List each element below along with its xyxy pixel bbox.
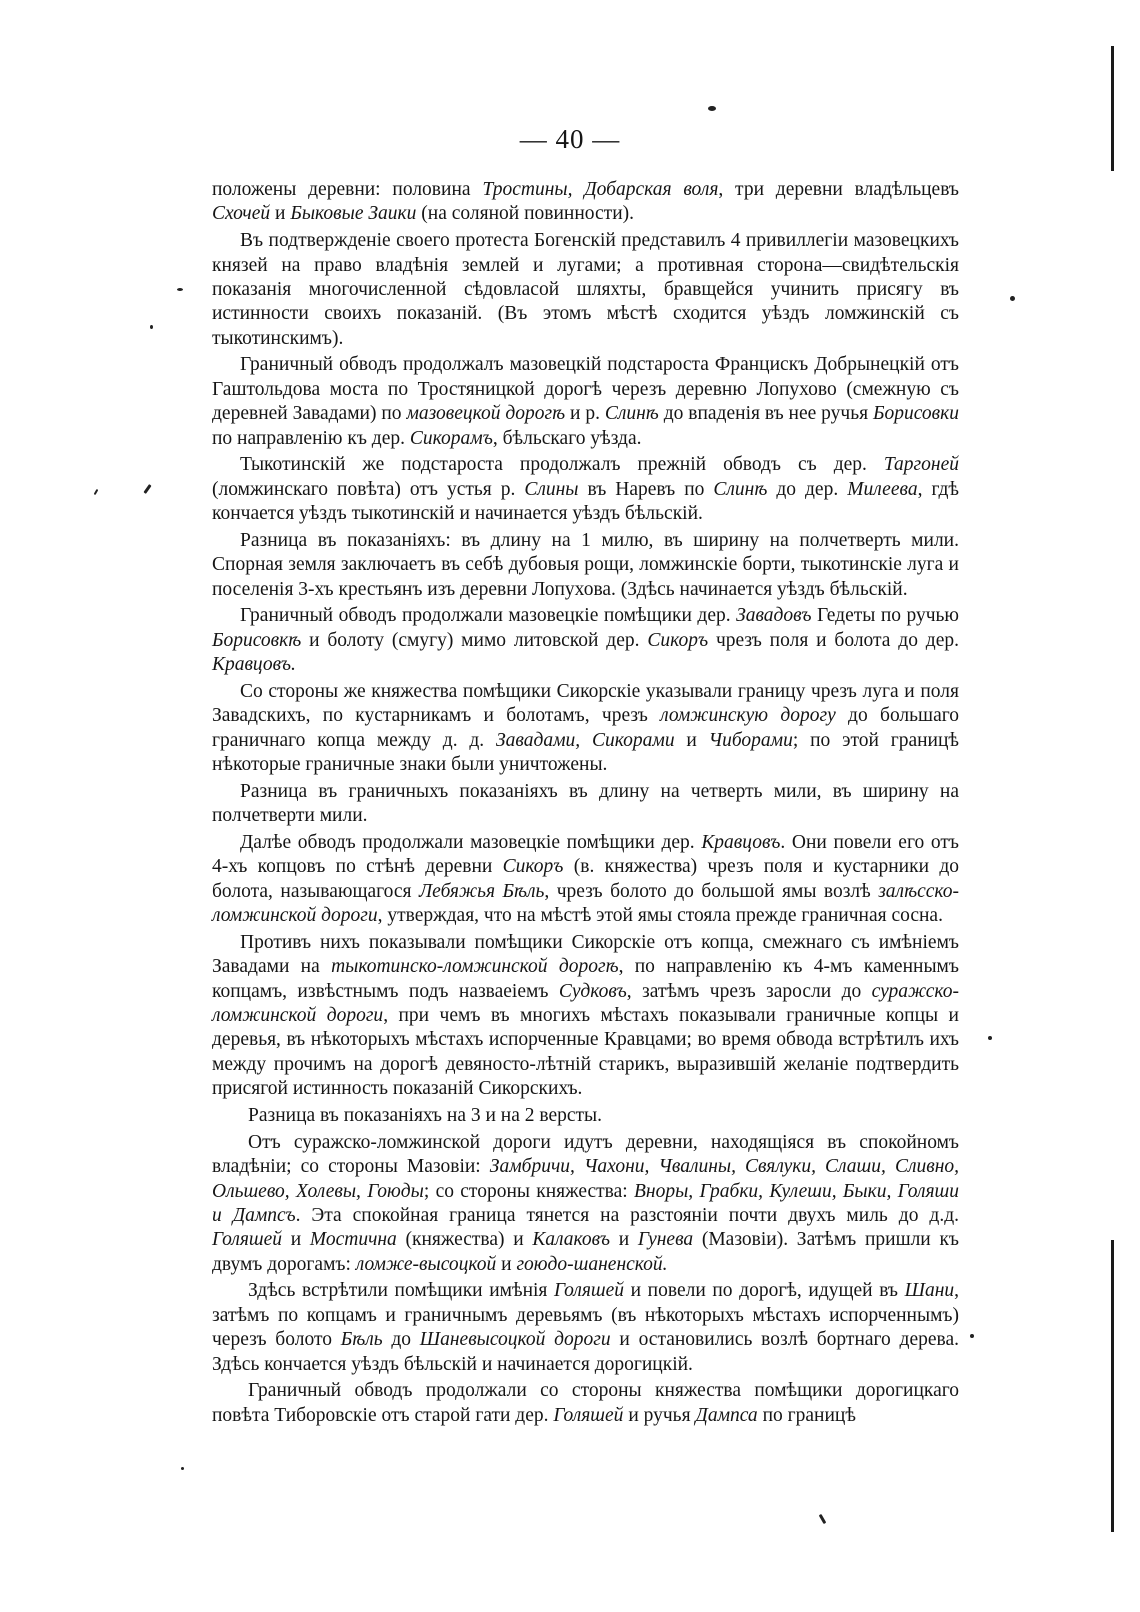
italic-term: Кравцовъ xyxy=(701,831,781,853)
text-run: , утверждая, что на мѣстѣ этой ямы стояла прежде граничная сосна. xyxy=(377,905,943,927)
text-run: , три деревни владѣльцевъ xyxy=(718,179,960,200)
text-run: Граничный обводъ продолжали мазовецкіе помѣщики дер. xyxy=(240,605,737,627)
italic-term: Чиборами xyxy=(708,729,793,751)
text-run: до дер. xyxy=(767,478,848,500)
text-run: и ручья xyxy=(623,1404,696,1426)
text-run: , при чемъ въ многихъ мѣстахъ показывали граничные копцы и деревья, въ нѣкоторыхъ мѣстахъ испорченные Кравцами; во время обвода встрѣтилъ ихъ между прочимъ на дорогѣ девяносто-лѣтній старикъ, выразившій желаніе подтвердить присягой истинность показаній Сикорскихъ. xyxy=(212,1005,959,1100)
text-run: . Эта спокойная граница тянется на разстояніи почти двухъ миль до д.д. xyxy=(295,1204,959,1226)
italic-term: суражско-ломжинской дороги xyxy=(212,980,959,1027)
scan-speck xyxy=(143,484,151,494)
text-run: и повели по дорогѣ, идущей въ xyxy=(624,1280,905,1302)
italic-term: мазовецкой дорогѣ xyxy=(406,403,566,425)
text-run: до большаго граничнаго копца между д. д. xyxy=(212,705,959,751)
text-run: и xyxy=(674,729,709,751)
text-run: до впаденія въ нее ручья xyxy=(658,403,873,425)
text-run: (княжества) и xyxy=(396,1229,533,1251)
scan-speck xyxy=(988,1036,992,1040)
text-run: , по направленію къ 4-мъ каменнымъ копцамъ, извѣстнымъ подъ назваеіемъ xyxy=(212,956,959,1002)
text-run: и xyxy=(496,1253,517,1275)
italic-term: Быковые Заики xyxy=(290,203,417,225)
italic-term: Милеева xyxy=(847,478,918,500)
italic-term: Борисовки xyxy=(872,403,959,425)
text-run: ; по этой границѣ нѣкоторые граничные знаки были уничтожены. xyxy=(212,729,960,776)
text-run: Граничный обводъ продолжалъ мазовецкій подстароста Францискъ Добрынецкій отъ Гаштольдова моста по Тростяницкой дорогѣ черезъ деревню Лопухово (смежную съ деревней Завадами) по xyxy=(212,354,959,425)
text-body xyxy=(212,178,959,1430)
italic-term: Шаневысоцкой дороги xyxy=(419,1329,611,1351)
text-run: , бѣльскаго уѣзда. xyxy=(492,427,642,449)
scan-speck xyxy=(1010,296,1015,301)
text-run: Разница въ показаніяхъ: въ длину на 1 милю, въ ширину на полчетверть мили. Спорная земля заключаетъ въ себѣ дубовыя рощи, ломжинскіе борти, тыкотинскіе луга и поселенія 3-хъ крестьянъ изъ деревни Лопухова. (Здѣсь начинается уѣздъ бѣльскій. xyxy=(212,529,959,600)
text-run: , затѣмъ чрезъ заросли до xyxy=(626,980,872,1002)
text-run: и xyxy=(610,1229,638,1251)
text-run: Тыкотинскій же подстароста продолжалъ прежній обводъ съ дер. xyxy=(240,454,884,476)
text-run: и остановились возлѣ бортнаго дерева. Здѣсь кончается уѣздъ бѣльскій и начинается дорогицкій. xyxy=(212,1329,960,1375)
text-run: въ Наревъ по xyxy=(578,478,714,500)
scan-edge-line xyxy=(1111,46,1114,171)
italic-term: Лебяжья Бѣль xyxy=(418,880,545,902)
text-run: (Мазовіи). Затѣмъ пришли къ двумъ дорогамъ: xyxy=(212,1229,959,1275)
italic-term: Голяшей xyxy=(553,1404,624,1426)
text-run: Разница въ граничныхъ показаніяхъ въ длину на четверть мили, въ ширину на полчетверти мили. xyxy=(212,780,959,827)
paragraph xyxy=(212,229,959,351)
paragraph xyxy=(212,178,959,227)
italic-term: Сикоръ xyxy=(647,629,709,651)
paragraph xyxy=(212,453,959,526)
text-run: Разница въ показаніяхъ на 3 и на 2 версты. xyxy=(248,1105,603,1126)
italic-term: Завадовъ xyxy=(736,605,812,627)
italic-term: Замбричи, Чахони, Чвалины, Свялуки, Слаши, Сливно, Ольшево, Холевы, Гоюды xyxy=(212,1156,959,1202)
text-run: до xyxy=(382,1329,420,1351)
italic-term: ломжинскую дорогу xyxy=(660,705,836,727)
scan-edge-line-lower xyxy=(1111,1240,1114,1532)
page-number: — 40 — xyxy=(519,124,621,154)
italic-term: Дампса xyxy=(695,1404,758,1426)
italic-term: Шани xyxy=(904,1280,955,1302)
text-run: и xyxy=(270,203,291,225)
italic-term: Слинѣ xyxy=(604,403,659,425)
italic-term: Завадами, Сикорами xyxy=(496,729,675,751)
paragraph xyxy=(212,1379,959,1428)
paragraph xyxy=(212,529,959,602)
text-run: . Они повели его отъ 4-хъ копцовъ по стѣнѣ деревни xyxy=(212,831,959,878)
scan-speck xyxy=(181,1467,184,1470)
text-run: Отъ суражско-ломжинской дороги идутъ деревни, находящіяся въ спокойномъ владѣніи; со стороны Мазовіи: xyxy=(212,1131,959,1178)
text-run: (на соляной повинности). xyxy=(416,203,635,225)
italic-term: Вноры, Грабки, Кулеши, Быки, Голяши и Дампсъ xyxy=(212,1180,959,1226)
scan-speck xyxy=(94,489,99,495)
text-run: Далѣе обводъ продолжали мазовецкіе помѣщики дер. xyxy=(240,831,702,853)
italic-term: тыкотинско-ломжинской дорогѣ xyxy=(331,956,619,978)
italic-term: Калаковъ xyxy=(532,1229,610,1251)
italic-term: Слинѣ xyxy=(713,478,768,500)
scan-speck xyxy=(150,325,153,329)
paragraph xyxy=(212,1131,959,1277)
italic-term: Борисовкѣ xyxy=(212,629,302,651)
paragraph xyxy=(212,353,959,451)
paragraph xyxy=(212,604,959,677)
italic-term: Тростины, Добарская воля xyxy=(482,179,719,200)
paragraph xyxy=(212,931,959,1102)
text-run: положены деревни: половина xyxy=(212,179,483,200)
italic-term: Сикоръ xyxy=(502,856,564,878)
paragraph xyxy=(212,680,959,778)
italic-term: Схочей xyxy=(212,203,271,225)
paragraph xyxy=(212,1279,959,1377)
text-run: (ломжинскаго повѣта) отъ устья р. xyxy=(212,478,525,500)
text-run: , чрезъ болото до большой ямы возлѣ xyxy=(544,880,879,902)
italic-term: залѣсско-ломжинской дороги xyxy=(212,880,960,927)
text-run: Гедеты по ручью xyxy=(811,605,959,627)
italic-term: Голяшей xyxy=(554,1280,625,1302)
italic-term: Слины xyxy=(524,478,579,500)
text-run: Въ подтвержденіе своего протеста Богенскій представилъ 4 привиллегіи мазовецкихъ князей на право владѣнія землей и лугами; а противная сторона—свидѣтельскія показанія многочисленной сѣдовласой шляхты, бравщейся учинить присягу въ истинности своихъ показаній. (Въ этомъ мѣстѣ сходится уѣздъ ломжинскій съ тыкотинскимъ). xyxy=(212,230,959,349)
italic-term: ломже-высоцкой xyxy=(355,1253,497,1275)
text-run: и болоту (смугу) мимо литовской дер. xyxy=(301,629,648,651)
paragraph xyxy=(212,1104,959,1128)
text-run: Здѣсь встрѣтили помѣщики имѣнія xyxy=(248,1280,554,1302)
text-run: по направленію къ дер. xyxy=(212,427,410,449)
text-run: чрезъ поля и болота до дер. xyxy=(708,629,960,651)
italic-term: Голяшей xyxy=(212,1229,283,1251)
scan-speck xyxy=(177,288,183,291)
text-run: и xyxy=(282,1229,310,1251)
paragraph xyxy=(212,780,959,829)
italic-term: Мостична xyxy=(309,1229,397,1251)
italic-term: Бѣль xyxy=(340,1329,383,1351)
text-run: по границѣ xyxy=(757,1404,856,1426)
text-run: Противъ нихъ показывали помѣщики Сикорскіе отъ копца, смежнаго съ имѣніемъ Завадами на xyxy=(212,931,959,978)
italic-term: Таргоней xyxy=(883,454,959,476)
text-run: (в. княжества) чрезъ поля и кустарники до болота, называющагося xyxy=(212,856,959,902)
text-run: Со стороны же княжества помѣщики Сикорскіе указывали границу чрезъ луга и поля Завадскихъ, по кустарникамъ и болотамъ, чрезъ xyxy=(212,680,959,727)
scan-speck xyxy=(970,1334,974,1338)
italic-term: гоюдо-шаненской. xyxy=(516,1253,668,1275)
text-run: Граничный обводъ продолжали со стороны княжества помѣщики дорогицкаго повѣта Тиборовскіе отъ старой гати дер. xyxy=(212,1380,959,1426)
text-run: и р. xyxy=(565,403,605,425)
paragraph xyxy=(212,831,959,929)
italic-term: Судковъ xyxy=(558,980,627,1002)
scan-speck xyxy=(819,1514,827,1524)
italic-term: Гунева xyxy=(637,1229,694,1251)
text-run: , гдѣ кончается уѣздъ тыкотинскій и начинается уѣздъ бѣльскій. xyxy=(212,478,959,525)
text-run: , затѣмъ по копцамъ и граничнымъ деревьямъ (въ нѣкоторыхъ мѣстахъ испорченнымъ) черезъ болото xyxy=(212,1280,959,1351)
text-run: ; со стороны княжества: xyxy=(423,1180,634,1202)
scan-speck xyxy=(708,106,716,111)
italic-term: Сикорамъ xyxy=(409,427,493,449)
italic-term: Кравцовъ. xyxy=(212,654,296,676)
